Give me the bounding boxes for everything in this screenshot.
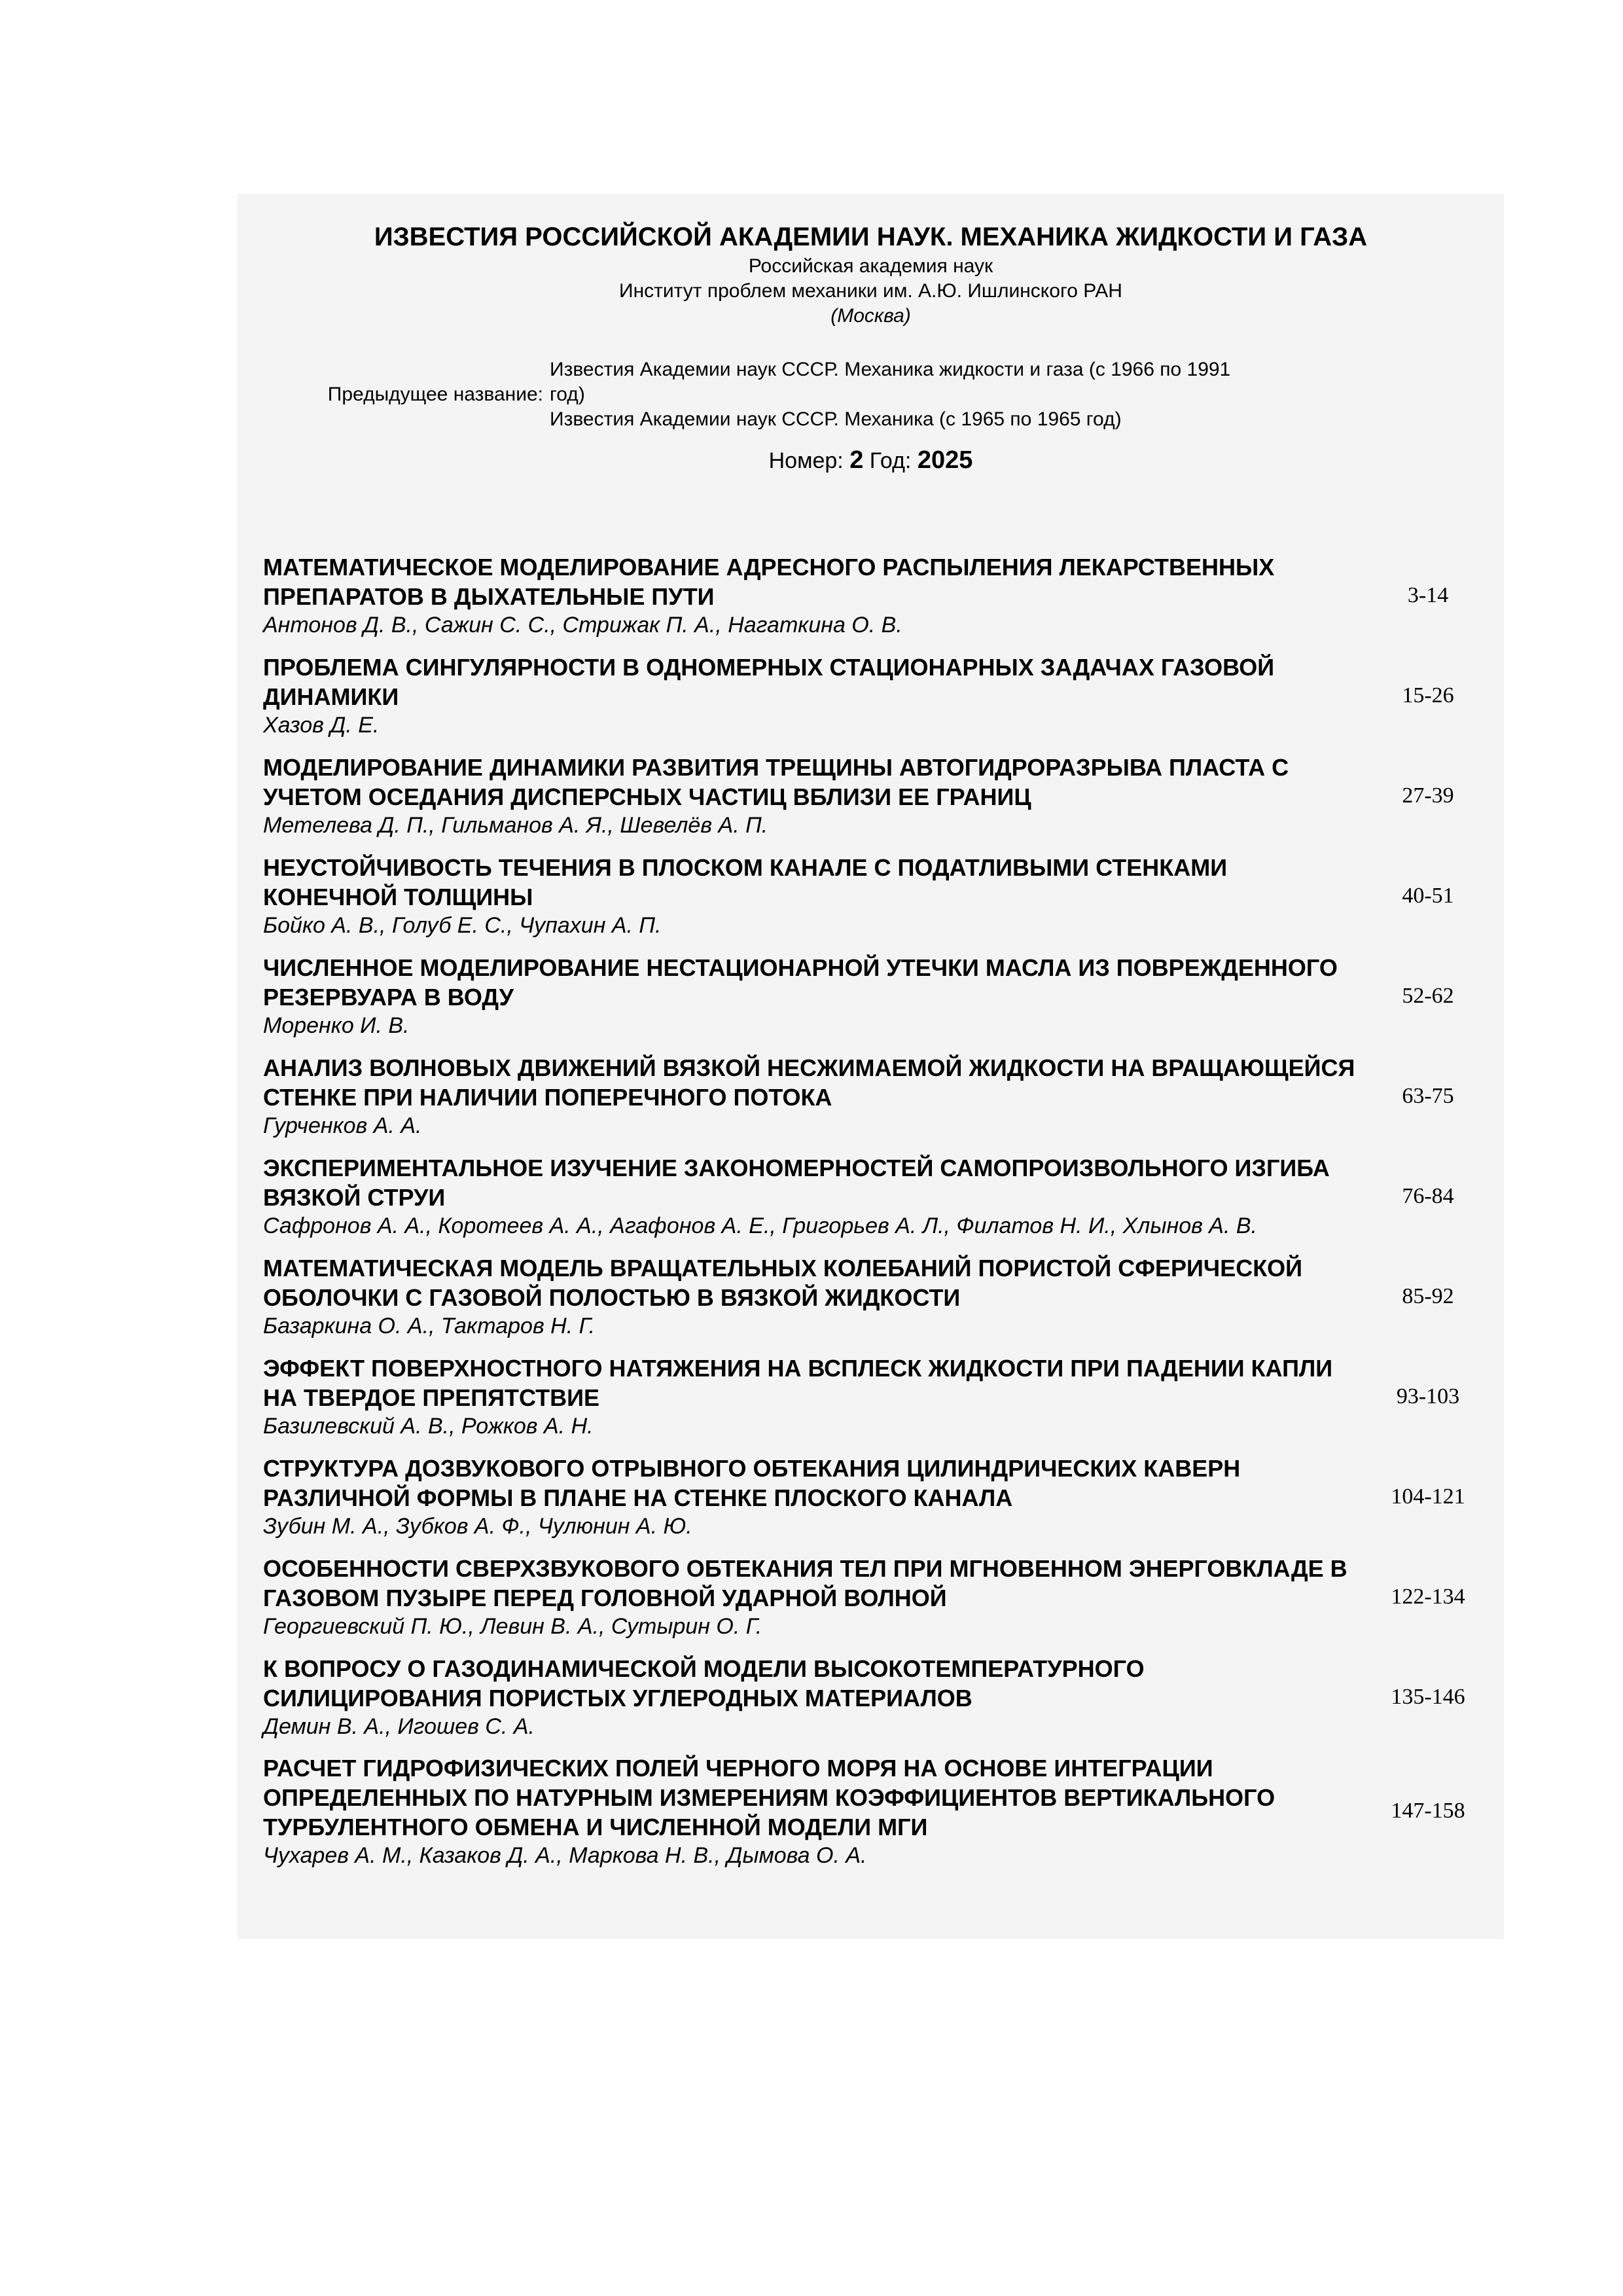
article-title[interactable]: ПРОБЛЕМА СИНГУЛЯРНОСТИ В ОДНОМЕРНЫХ СТАЦИОНАРНЫХ ЗАДАЧАХ ГАЗОВОЙ ДИНАМИКИ	[263, 654, 1275, 710]
article-title[interactable]: РАСЧЕТ ГИДРОФИЗИЧЕСКИХ ПОЛЕЙ ЧЕРНОГО МОРЯ НА ОСНОВЕ ИНТЕГРАЦИИ ОПРЕДЕЛЕННЫХ ПО НАТУРНЫМ ИЗМЕРЕНИЯМ КОЭФФИЦИЕНТОВ ВЕРТИКАЛЬНОГО ТУРБУЛЕНТНОГО ОБМЕНА И ЧИСЛЕННОЙ МОДЕЛИ МГИ	[263, 1755, 1275, 1840]
article-title[interactable]: ЧИСЛЕННОЕ МОДЕЛИРОВАНИЕ НЕСТАЦИОНАРНОЙ УТЕЧКИ МАСЛА ИЗ ПОВРЕЖДЕННОГО РЕЗЕРВУАРА В ВОДУ	[263, 954, 1338, 1011]
table-of-contents	[263, 545, 1493, 1875]
article-authors: Георгиевский П. Ю., Левин В. А., Сутырин О. Г.	[263, 1614, 762, 1639]
article-row	[263, 645, 1493, 745]
article-title[interactable]: АНАЛИЗ ВОЛНОВЫХ ДВИЖЕНИЙ ВЯЗКОЙ НЕСЖИМАЕМОЙ ЖИДКОСТИ НА ВРАЩАЮЩЕЙСЯ СТЕНКЕ ПРИ НАЛИЧИИ ПОПЕРЕЧНОГО ПОТОКА	[263, 1054, 1355, 1111]
journal-header	[238, 220, 1504, 329]
article-title[interactable]: ОСОБЕННОСТИ СВЕРХЗВУКОВОГО ОБТЕКАНИЯ ТЕЛ ПРИ МГНОВЕННОМ ЭНЕРГОВКЛАДЕ В ГАЗОВОМ ПУЗЫРЕ ПЕРЕД ГОЛОВНОЙ УДАРНОЙ ВОЛНОЙ	[263, 1555, 1347, 1611]
article-row	[263, 545, 1493, 645]
article-title[interactable]: ЭФФЕКТ ПОВЕРХНОСТНОГО НАТЯЖЕНИЯ НА ВСПЛЕСК ЖИДКОСТИ ПРИ ПАДЕНИИ КАПЛИ НА ТВЕРДОЕ ПРЕПЯТСТВИЕ	[263, 1355, 1333, 1411]
article-row	[263, 1446, 1493, 1547]
article-authors: Демин В. А., Игошев С. А.	[263, 1714, 535, 1739]
article-authors: Антонов Д. В., Сажин С. С., Стрижак П. А., Нагаткина О. В.	[263, 613, 902, 637]
previous-names-label: Предыдущее название:	[327, 384, 543, 405]
article-authors: Моренко И. В.	[263, 1013, 410, 1038]
issue-year: 2025	[917, 446, 973, 474]
article-row	[263, 846, 1493, 946]
article-pages: 135-146	[1391, 1684, 1465, 1709]
journal-title[interactable]: ИЗВЕСТИЯ РОССИЙСКОЙ АКАДЕМИИ НАУК. МЕХАНИКА ЖИДКОСТИ И ГАЗА	[374, 223, 1368, 251]
article-pages: 15-26	[1402, 683, 1454, 708]
previous-name-item: Известия Академии наук СССР. Механика жидкости и газа (с 1966 по 1991 год)	[550, 359, 1231, 405]
issue-info	[238, 446, 1504, 475]
previous-names-list	[550, 357, 1257, 432]
journal-panel	[238, 194, 1504, 1939]
article-pages: 40-51	[1402, 883, 1454, 908]
article-pages: 76-84	[1402, 1183, 1454, 1208]
article-title[interactable]: МОДЕЛИРОВАНИЕ ДИНАМИКИ РАЗВИТИЯ ТРЕЩИНЫ АВТОГИДРОРАЗРЫВА ПЛАСТА С УЧЕТОМ ОСЕДАНИЯ ДИСПЕРСНЫХ ЧАСТИЦ ВБЛИЗИ ЕЕ ГРАНИЦ	[263, 754, 1289, 810]
article-pages: 63-75	[1402, 1083, 1454, 1108]
publisher[interactable]: Российская академия наук	[748, 255, 993, 277]
article-row	[263, 1046, 1493, 1146]
article-title[interactable]: ЭКСПЕРИМЕНТАЛЬНОЕ ИЗУЧЕНИЕ ЗАКОНОМЕРНОСТЕЙ САМОПРОИЗВОЛЬНОГО ИЗГИБА ВЯЗКОЙ СТРУИ	[263, 1155, 1330, 1211]
article-authors: Чухарев А. М., Казаков Д. А., Маркова Н. В., Дымова О. А.	[263, 1843, 867, 1868]
article-authors: Базаркина О. А., Тактаров Н. Г.	[263, 1314, 596, 1338]
article-pages: 93-103	[1396, 1384, 1460, 1408]
article-pages: 147-158	[1391, 1799, 1465, 1823]
article-authors: Базилевский А. В., Рожков А. Н.	[263, 1414, 594, 1439]
article-row	[263, 1146, 1493, 1246]
previous-name-item: Известия Академии наук СССР. Механика (с 1965 по 1965 год)	[550, 408, 1122, 430]
article-title[interactable]: К ВОПРОСУ О ГАЗОДИНАМИЧЕСКОЙ МОДЕЛИ ВЫСОКОТЕМПЕРАТУРНОГО СИЛИЦИРОВАНИЯ ПОРИСТЫХ УГЛЕРОДНЫХ МАТЕРИАЛОВ	[263, 1655, 1145, 1712]
article-row	[263, 1346, 1493, 1446]
article-title[interactable]: МАТЕМАТИЧЕСКОЕ МОДЕЛИРОВАНИЕ АДРЕСНОГО РАСПЫЛЕНИЯ ЛЕКАРСТВЕННЫХ ПРЕПАРАТОВ В ДЫХАТЕЛЬНЫЕ ПУТИ	[263, 554, 1275, 610]
article-authors: Гурченков А. А.	[263, 1113, 422, 1138]
article-row	[263, 1547, 1493, 1647]
article-authors: Бойко А. В., Голуб Е. С., Чупахин А. П.	[263, 913, 662, 938]
article-authors: Зубин М. А., Зубков А. Ф., Чулюнин А. Ю.	[263, 1514, 692, 1539]
article-title[interactable]: НЕУСТОЙЧИВОСТЬ ТЕЧЕНИЯ В ПЛОСКОМ КАНАЛЕ С ПОДАТЛИВЫМИ СТЕНКАМИ КОНЕЧНОЙ ТОЛЩИНЫ	[263, 854, 1228, 910]
article-pages: 104-121	[1391, 1484, 1465, 1509]
institute[interactable]: Институт проблем механики им. А.Ю. Ишлинского РАН	[619, 280, 1122, 302]
article-row	[263, 1647, 1493, 1747]
issue-year-label: Год:	[869, 448, 912, 473]
article-pages: 122-134	[1391, 1584, 1465, 1609]
article-pages: 52-62	[1402, 983, 1454, 1008]
article-authors: Хазов Д. Е.	[263, 713, 380, 738]
article-row	[263, 745, 1493, 846]
article-pages: 85-92	[1402, 1283, 1454, 1308]
article-authors: Сафронов А. А., Коротеев А. А., Агафонов А. Е., Григорьев А. Л., Филатов Н. И., Хлынов А. В.	[263, 1213, 1257, 1238]
issue-number: 2	[849, 446, 864, 474]
article-row	[263, 946, 1493, 1046]
article-authors: Метелева Д. П., Гильманов А. Я., Шевелёв А. П.	[263, 813, 768, 838]
article-pages: 27-39	[1402, 783, 1454, 808]
city: (Москва)	[830, 305, 911, 327]
article-row	[263, 1246, 1493, 1346]
previous-names	[314, 357, 1427, 432]
issue-number-label: Номер:	[768, 448, 844, 473]
article-title[interactable]: СТРУКТУРА ДОЗВУКОВОГО ОТРЫВНОГО ОБТЕКАНИЯ ЦИЛИНДРИЧЕСКИХ КАВЕРН РАЗЛИЧНОЙ ФОРМЫ В ПЛАНЕ НА СТЕНКЕ ПЛОСКОГО КАНАЛА	[263, 1455, 1241, 1511]
article-title[interactable]: МАТЕМАТИЧЕСКАЯ МОДЕЛЬ ВРАЩАТЕЛЬНЫХ КОЛЕБАНИЙ ПОРИСТОЙ СФЕРИЧЕСКОЙ ОБОЛОЧКИ С ГАЗОВОЙ ПОЛОСТЬЮ В ВЯЗКОЙ ЖИДКОСТИ	[263, 1255, 1303, 1311]
article-pages: 3-14	[1407, 583, 1449, 607]
article-row	[263, 1747, 1493, 1875]
